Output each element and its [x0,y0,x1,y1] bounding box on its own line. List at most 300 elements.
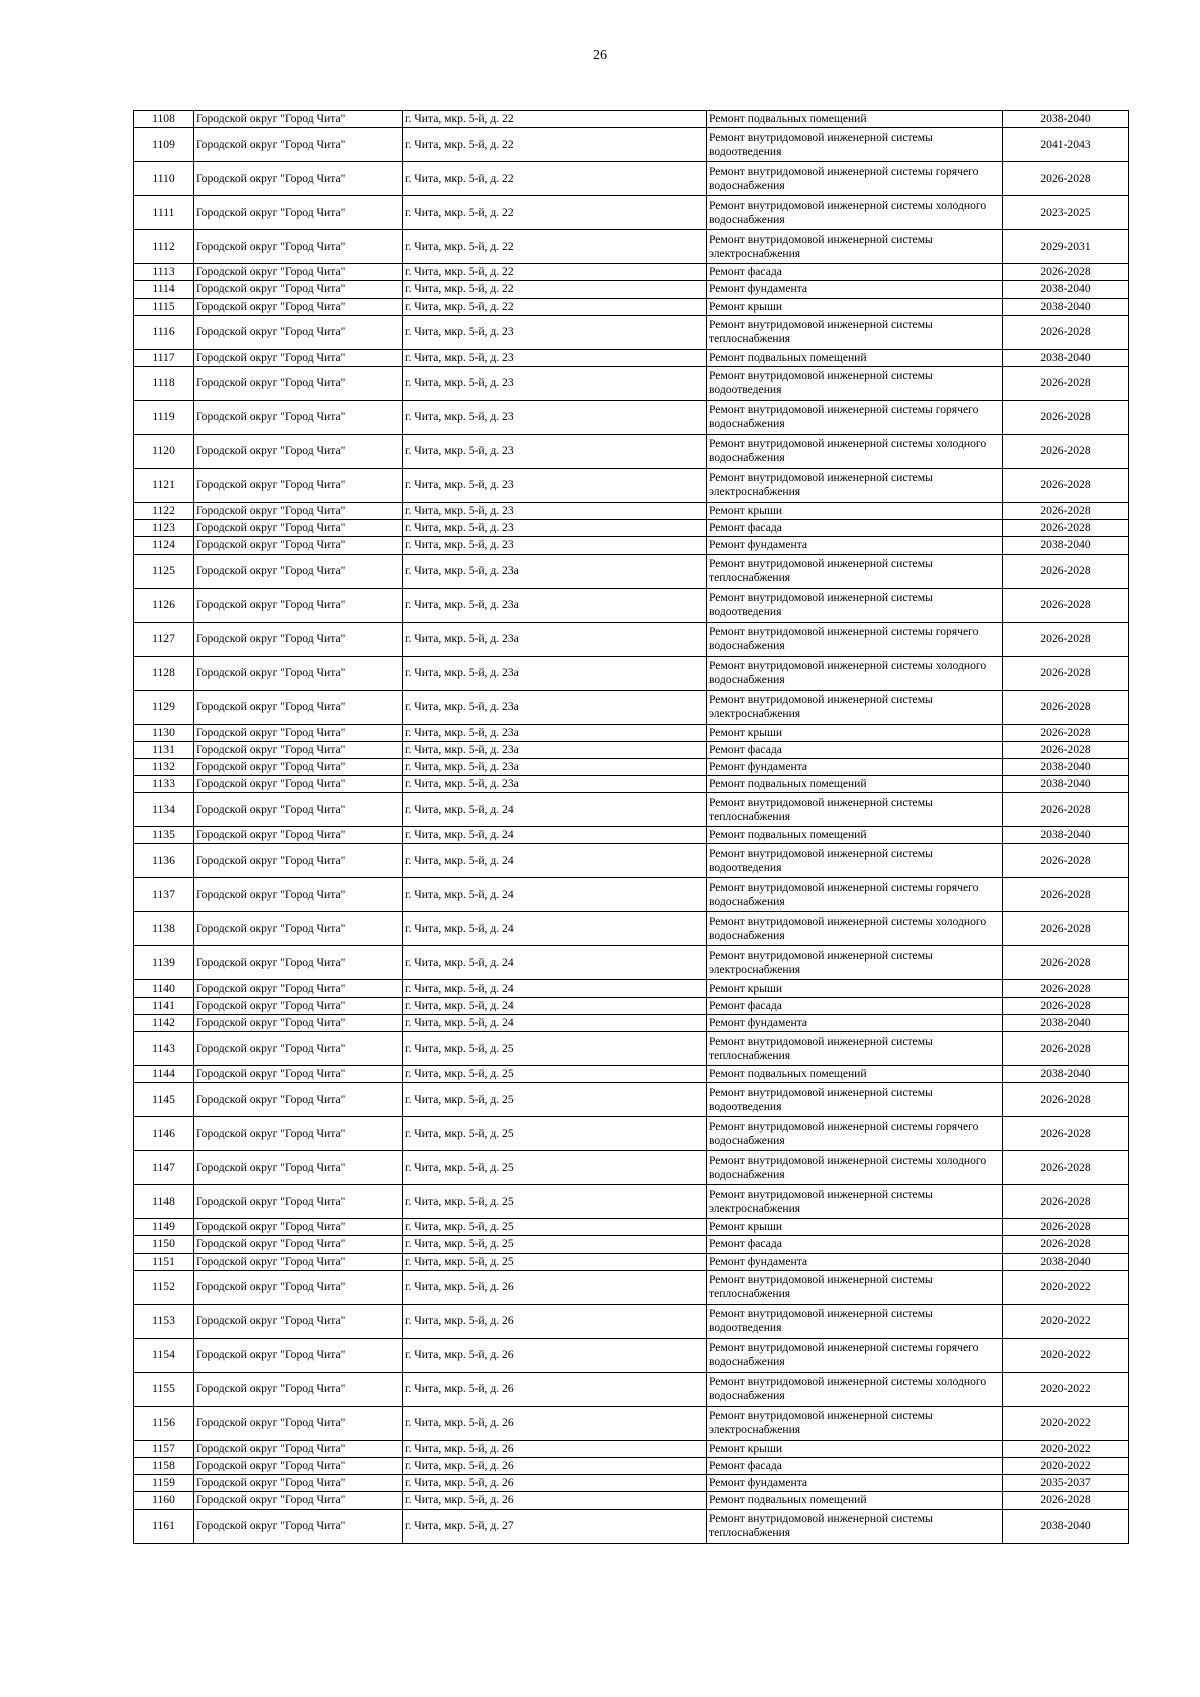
cell-work-type: Ремонт внутридомовой инженерной системы холодного водоснабжения [707,1151,1003,1185]
cell-municipality: Городской округ "Город Чита" [194,844,403,878]
cell-address: г. Чита, мкр. 5-й, д. 23а [403,741,707,758]
cell-work-type: Ремонт подвальных помещений [707,111,1003,128]
cell-address: г. Чита, мкр. 5-й, д. 23 [403,537,707,554]
cell-address: г. Чита, мкр. 5-й, д. 22 [403,162,707,196]
cell-row-number: 1113 [134,264,194,281]
table-row [134,128,1129,162]
cell-period: 2026-2028 [1003,520,1129,537]
table-row [134,1185,1129,1219]
cell-work-type: Ремонт фасада [707,1457,1003,1474]
cell-municipality: Городской округ "Город Чита" [194,366,403,400]
cell-period: 2020-2022 [1003,1457,1129,1474]
table-row [134,946,1129,980]
cell-work-type: Ремонт фасада [707,741,1003,758]
cell-address: г. Чита, мкр. 5-й, д. 23а [403,724,707,741]
cell-period: 2020-2022 [1003,1372,1129,1406]
cell-municipality: Городской округ "Город Чита" [194,1440,403,1457]
cell-address: г. Чита, мкр. 5-й, д. 26 [403,1492,707,1509]
cell-row-number: 1110 [134,162,194,196]
cell-address: г. Чита, мкр. 5-й, д. 26 [403,1475,707,1492]
cell-address: г. Чита, мкр. 5-й, д. 23а [403,622,707,656]
table-row [134,537,1129,554]
cell-row-number: 1132 [134,758,194,775]
cell-municipality: Городской округ "Город Чита" [194,1475,403,1492]
cell-work-type: Ремонт фасада [707,1236,1003,1253]
cell-row-number: 1131 [134,741,194,758]
cell-work-type: Ремонт внутридомовой инженерной системы холодного водоснабжения [707,656,1003,690]
cell-period: 2026-2028 [1003,468,1129,502]
cell-period: 2026-2028 [1003,656,1129,690]
cell-row-number: 1154 [134,1338,194,1372]
cell-work-type: Ремонт подвальных помещений [707,1492,1003,1509]
cell-work-type: Ремонт внутридомовой инженерной системы электроснабжения [707,1185,1003,1219]
cell-address: г. Чита, мкр. 5-й, д. 23 [403,434,707,468]
cell-municipality: Городской округ "Город Чита" [194,1066,403,1083]
cell-period: 2026-2028 [1003,1083,1129,1117]
table-row [134,1066,1129,1083]
cell-work-type: Ремонт фундамента [707,1014,1003,1031]
cell-row-number: 1120 [134,434,194,468]
cell-row-number: 1117 [134,349,194,366]
cell-address: г. Чита, мкр. 5-й, д. 24 [403,793,707,827]
cell-row-number: 1142 [134,1014,194,1031]
cell-municipality: Городской округ "Город Чита" [194,1185,403,1219]
cell-row-number: 1122 [134,502,194,519]
cell-row-number: 1149 [134,1219,194,1236]
cell-work-type: Ремонт фундамента [707,1475,1003,1492]
cell-row-number: 1145 [134,1083,194,1117]
cell-work-type: Ремонт фасада [707,264,1003,281]
cell-row-number: 1156 [134,1406,194,1440]
cell-period: 2020-2022 [1003,1406,1129,1440]
cell-municipality: Городской округ "Город Чита" [194,997,403,1014]
cell-row-number: 1160 [134,1492,194,1509]
table-row [134,554,1129,588]
cell-period: 2026-2028 [1003,690,1129,724]
cell-address: г. Чита, мкр. 5-й, д. 23 [403,349,707,366]
cell-address: г. Чита, мкр. 5-й, д. 24 [403,980,707,997]
cell-address: г. Чита, мкр. 5-й, д. 22 [403,128,707,162]
cell-municipality: Городской округ "Город Чита" [194,554,403,588]
cell-work-type: Ремонт фасада [707,520,1003,537]
cell-address: г. Чита, мкр. 5-й, д. 25 [403,1032,707,1066]
cell-work-type: Ремонт внутридомовой инженерной системы горячего водоснабжения [707,162,1003,196]
cell-work-type: Ремонт подвальных помещений [707,1066,1003,1083]
cell-period: 2026-2028 [1003,980,1129,997]
table-row [134,776,1129,793]
cell-address: г. Чита, мкр. 5-й, д. 23 [403,315,707,349]
cell-row-number: 1138 [134,912,194,946]
cell-work-type: Ремонт внутридомовой инженерной системы холодного водоснабжения [707,1372,1003,1406]
cell-municipality: Городской округ "Город Чита" [194,724,403,741]
cell-row-number: 1143 [134,1032,194,1066]
cell-address: г. Чита, мкр. 5-й, д. 26 [403,1406,707,1440]
table-row [134,622,1129,656]
cell-period: 2026-2028 [1003,366,1129,400]
cell-row-number: 1124 [134,537,194,554]
table-row [134,1236,1129,1253]
cell-address: г. Чита, мкр. 5-й, д. 26 [403,1338,707,1372]
cell-period: 2026-2028 [1003,554,1129,588]
cell-period: 2038-2040 [1003,1509,1129,1543]
table-row [134,912,1129,946]
table-row [134,878,1129,912]
table-row [134,1406,1129,1440]
cell-address: г. Чита, мкр. 5-й, д. 25 [403,1219,707,1236]
table-row [134,844,1129,878]
cell-address: г. Чита, мкр. 5-й, д. 25 [403,1117,707,1151]
cell-municipality: Городской округ "Город Чита" [194,1151,403,1185]
cell-municipality: Городской округ "Город Чита" [194,1083,403,1117]
cell-period: 2041-2043 [1003,128,1129,162]
cell-address: г. Чита, мкр. 5-й, д. 23а [403,690,707,724]
cell-address: г. Чита, мкр. 5-й, д. 22 [403,230,707,264]
cell-row-number: 1114 [134,281,194,298]
cell-address: г. Чита, мкр. 5-й, д. 22 [403,111,707,128]
cell-address: г. Чита, мкр. 5-й, д. 25 [403,1083,707,1117]
cell-period: 2026-2028 [1003,622,1129,656]
cell-municipality: Городской округ "Город Чита" [194,588,403,622]
cell-municipality: Городской округ "Город Чита" [194,1270,403,1304]
cell-address: г. Чита, мкр. 5-й, д. 23 [403,502,707,519]
cell-row-number: 1158 [134,1457,194,1474]
table-row [134,1270,1129,1304]
cell-work-type: Ремонт внутридомовой инженерной системы теплоснабжения [707,1270,1003,1304]
cell-work-type: Ремонт внутридомовой инженерной системы холодного водоснабжения [707,912,1003,946]
table-row [134,230,1129,264]
table-row [134,1083,1129,1117]
cell-work-type: Ремонт фундамента [707,281,1003,298]
cell-municipality: Городской округ "Город Чита" [194,298,403,315]
repair-schedule-table [133,110,1129,1544]
cell-municipality: Городской округ "Город Чита" [194,434,403,468]
cell-period: 2038-2040 [1003,827,1129,844]
cell-municipality: Городской округ "Город Чита" [194,1338,403,1372]
cell-row-number: 1148 [134,1185,194,1219]
cell-address: г. Чита, мкр. 5-й, д. 26 [403,1457,707,1474]
cell-address: г. Чита, мкр. 5-й, д. 25 [403,1151,707,1185]
cell-municipality: Городской округ "Город Чита" [194,980,403,997]
table-row [134,366,1129,400]
table-row [134,1014,1129,1031]
cell-row-number: 1126 [134,588,194,622]
cell-address: г. Чита, мкр. 5-й, д. 23а [403,554,707,588]
cell-work-type: Ремонт внутридомовой инженерной системы водоотведения [707,1304,1003,1338]
table-row [134,827,1129,844]
cell-row-number: 1119 [134,400,194,434]
cell-period: 2029-2031 [1003,230,1129,264]
cell-municipality: Городской округ "Город Чита" [194,912,403,946]
table-row [134,434,1129,468]
cell-period: 2020-2022 [1003,1440,1129,1457]
cell-row-number: 1153 [134,1304,194,1338]
cell-municipality: Городской округ "Город Чита" [194,827,403,844]
cell-row-number: 1121 [134,468,194,502]
cell-period: 2038-2040 [1003,758,1129,775]
cell-municipality: Городской округ "Город Чита" [194,349,403,366]
cell-address: г. Чита, мкр. 5-й, д. 23 [403,366,707,400]
table-row [134,111,1129,128]
table-row [134,588,1129,622]
cell-period: 2038-2040 [1003,537,1129,554]
cell-period: 2026-2028 [1003,1151,1129,1185]
cell-period: 2020-2022 [1003,1270,1129,1304]
cell-period: 2026-2028 [1003,741,1129,758]
cell-row-number: 1123 [134,520,194,537]
cell-address: г. Чита, мкр. 5-й, д. 24 [403,878,707,912]
table-row [134,400,1129,434]
cell-period: 2035-2037 [1003,1475,1129,1492]
cell-work-type: Ремонт внутридомовой инженерной системы теплоснабжения [707,793,1003,827]
cell-row-number: 1159 [134,1475,194,1492]
cell-address: г. Чита, мкр. 5-й, д. 23а [403,588,707,622]
cell-row-number: 1125 [134,554,194,588]
cell-municipality: Городской округ "Город Чита" [194,281,403,298]
cell-period: 2026-2028 [1003,724,1129,741]
cell-address: г. Чита, мкр. 5-й, д. 24 [403,844,707,878]
cell-work-type: Ремонт внутридомовой инженерной системы водоотведения [707,588,1003,622]
cell-work-type: Ремонт крыши [707,980,1003,997]
table-row [134,1492,1129,1509]
cell-work-type: Ремонт внутридомовой инженерной системы горячего водоснабжения [707,878,1003,912]
cell-address: г. Чита, мкр. 5-й, д. 24 [403,946,707,980]
cell-period: 2026-2028 [1003,1236,1129,1253]
cell-period: 2026-2028 [1003,434,1129,468]
cell-row-number: 1144 [134,1066,194,1083]
cell-period: 2026-2028 [1003,912,1129,946]
cell-work-type: Ремонт подвальных помещений [707,349,1003,366]
cell-address: г. Чита, мкр. 5-й, д. 23 [403,468,707,502]
cell-address: г. Чита, мкр. 5-й, д. 24 [403,1014,707,1031]
cell-address: г. Чита, мкр. 5-й, д. 23а [403,758,707,775]
cell-row-number: 1161 [134,1509,194,1543]
cell-period: 2023-2025 [1003,196,1129,230]
cell-work-type: Ремонт подвальных помещений [707,827,1003,844]
cell-work-type: Ремонт внутридомовой инженерной системы теплоснабжения [707,554,1003,588]
table-row [134,1372,1129,1406]
cell-work-type: Ремонт крыши [707,502,1003,519]
cell-period: 2038-2040 [1003,298,1129,315]
cell-period: 2026-2028 [1003,1185,1129,1219]
cell-period: 2026-2028 [1003,844,1129,878]
cell-work-type: Ремонт крыши [707,1440,1003,1457]
cell-row-number: 1146 [134,1117,194,1151]
cell-row-number: 1152 [134,1270,194,1304]
cell-work-type: Ремонт крыши [707,724,1003,741]
cell-row-number: 1111 [134,196,194,230]
cell-municipality: Городской округ "Город Чита" [194,1509,403,1543]
table-row [134,758,1129,775]
cell-work-type: Ремонт внутридомовой инженерной системы горячего водоснабжения [707,622,1003,656]
cell-period: 2026-2028 [1003,315,1129,349]
cell-work-type: Ремонт внутридомовой инженерной системы электроснабжения [707,1406,1003,1440]
cell-row-number: 1130 [134,724,194,741]
cell-period: 2038-2040 [1003,1014,1129,1031]
cell-work-type: Ремонт внутридомовой инженерной системы теплоснабжения [707,315,1003,349]
table-row [134,1117,1129,1151]
cell-municipality: Городской округ "Город Чита" [194,1236,403,1253]
cell-address: г. Чита, мкр. 5-й, д. 24 [403,912,707,946]
cell-municipality: Городской округ "Город Чита" [194,1117,403,1151]
cell-row-number: 1118 [134,366,194,400]
cell-work-type: Ремонт внутридомовой инженерной системы водоотведения [707,128,1003,162]
cell-municipality: Городской округ "Город Чита" [194,111,403,128]
cell-work-type: Ремонт подвальных помещений [707,776,1003,793]
cell-address: г. Чита, мкр. 5-й, д. 23 [403,520,707,537]
cell-municipality: Городской округ "Город Чита" [194,1304,403,1338]
cell-row-number: 1139 [134,946,194,980]
cell-municipality: Городской округ "Город Чита" [194,400,403,434]
cell-work-type: Ремонт внутридомовой инженерной системы теплоснабжения [707,1032,1003,1066]
cell-work-type: Ремонт внутридомовой инженерной системы теплоснабжения [707,1509,1003,1543]
cell-period: 2026-2028 [1003,162,1129,196]
cell-municipality: Городской округ "Город Чита" [194,1372,403,1406]
cell-address: г. Чита, мкр. 5-й, д. 24 [403,997,707,1014]
cell-period: 2026-2028 [1003,878,1129,912]
table-row [134,1219,1129,1236]
cell-row-number: 1128 [134,656,194,690]
table-row [134,690,1129,724]
cell-row-number: 1109 [134,128,194,162]
cell-municipality: Городской округ "Город Чита" [194,776,403,793]
cell-period: 2026-2028 [1003,946,1129,980]
cell-period: 2026-2028 [1003,1219,1129,1236]
cell-municipality: Городской округ "Город Чита" [194,1219,403,1236]
cell-period: 2026-2028 [1003,400,1129,434]
cell-row-number: 1129 [134,690,194,724]
cell-address: г. Чита, мкр. 5-й, д. 26 [403,1440,707,1457]
cell-row-number: 1112 [134,230,194,264]
cell-address: г. Чита, мкр. 5-й, д. 25 [403,1185,707,1219]
cell-period: 2026-2028 [1003,1492,1129,1509]
cell-municipality: Городской округ "Город Чита" [194,656,403,690]
table-row [134,264,1129,281]
cell-municipality: Городской округ "Город Чита" [194,264,403,281]
cell-municipality: Городской округ "Город Чита" [194,1492,403,1509]
cell-municipality: Городской округ "Город Чита" [194,741,403,758]
cell-address: г. Чита, мкр. 5-й, д. 26 [403,1304,707,1338]
table-row [134,1304,1129,1338]
cell-row-number: 1141 [134,997,194,1014]
cell-municipality: Городской округ "Город Чита" [194,878,403,912]
table-row [134,298,1129,315]
cell-period: 2038-2040 [1003,281,1129,298]
cell-municipality: Городской округ "Город Чита" [194,946,403,980]
cell-period: 2026-2028 [1003,502,1129,519]
table-row [134,980,1129,997]
cell-period: 2038-2040 [1003,1066,1129,1083]
cell-address: г. Чита, мкр. 5-й, д. 23 [403,400,707,434]
cell-work-type: Ремонт внутридомовой инженерной системы горячего водоснабжения [707,1338,1003,1372]
cell-municipality: Городской округ "Город Чита" [194,622,403,656]
cell-address: г. Чита, мкр. 5-й, д. 22 [403,196,707,230]
cell-municipality: Городской округ "Город Чита" [194,162,403,196]
cell-municipality: Городской округ "Город Чита" [194,690,403,724]
cell-address: г. Чита, мкр. 5-й, д. 26 [403,1372,707,1406]
cell-work-type: Ремонт внутридомовой инженерной системы водоотведения [707,366,1003,400]
cell-municipality: Городской округ "Город Чита" [194,128,403,162]
cell-work-type: Ремонт фундамента [707,1253,1003,1270]
cell-period: 2026-2028 [1003,793,1129,827]
cell-municipality: Городской округ "Город Чита" [194,468,403,502]
cell-row-number: 1136 [134,844,194,878]
cell-work-type: Ремонт внутридомовой инженерной системы горячего водоснабжения [707,1117,1003,1151]
cell-address: г. Чита, мкр. 5-й, д. 22 [403,281,707,298]
cell-row-number: 1108 [134,111,194,128]
cell-municipality: Городской округ "Город Чита" [194,230,403,264]
table-body [134,111,1129,1544]
table-row [134,281,1129,298]
table-row [134,1032,1129,1066]
table-row [134,315,1129,349]
cell-work-type: Ремонт внутридомовой инженерной системы электроснабжения [707,946,1003,980]
cell-municipality: Городской округ "Город Чита" [194,1032,403,1066]
cell-work-type: Ремонт внутридомовой инженерной системы холодного водоснабжения [707,434,1003,468]
cell-address: г. Чита, мкр. 5-й, д. 25 [403,1236,707,1253]
cell-work-type: Ремонт внутридомовой инженерной системы электроснабжения [707,230,1003,264]
cell-period: 2026-2028 [1003,588,1129,622]
cell-address: г. Чита, мкр. 5-й, д. 26 [403,1270,707,1304]
table-row [134,468,1129,502]
table-row [134,1457,1129,1474]
cell-row-number: 1137 [134,878,194,912]
cell-address: г. Чита, мкр. 5-й, д. 23а [403,776,707,793]
cell-period: 2026-2028 [1003,264,1129,281]
table-row [134,741,1129,758]
cell-work-type: Ремонт фундамента [707,758,1003,775]
cell-municipality: Городской округ "Город Чита" [194,758,403,775]
cell-row-number: 1116 [134,315,194,349]
cell-municipality: Городской округ "Город Чита" [194,1457,403,1474]
cell-work-type: Ремонт внутридомовой инженерной системы водоотведения [707,844,1003,878]
table-row [134,349,1129,366]
table-row [134,1338,1129,1372]
cell-work-type: Ремонт крыши [707,1219,1003,1236]
table-row [134,997,1129,1014]
cell-address: г. Чита, мкр. 5-й, д. 22 [403,264,707,281]
table-row [134,1440,1129,1457]
cell-period: 2026-2028 [1003,997,1129,1014]
table-row [134,520,1129,537]
cell-row-number: 1157 [134,1440,194,1457]
cell-municipality: Городской округ "Город Чита" [194,502,403,519]
cell-row-number: 1140 [134,980,194,997]
cell-work-type: Ремонт внутридомовой инженерной системы холодного водоснабжения [707,196,1003,230]
cell-municipality: Городской округ "Город Чита" [194,315,403,349]
cell-work-type: Ремонт крыши [707,298,1003,315]
table-row [134,656,1129,690]
cell-work-type: Ремонт внутридомовой инженерной системы электроснабжения [707,690,1003,724]
cell-row-number: 1133 [134,776,194,793]
cell-work-type: Ремонт фундамента [707,537,1003,554]
cell-period: 2038-2040 [1003,111,1129,128]
cell-municipality: Городской округ "Город Чита" [194,1253,403,1270]
cell-address: г. Чита, мкр. 5-й, д. 24 [403,827,707,844]
cell-work-type: Ремонт внутридомовой инженерной системы водоотведения [707,1083,1003,1117]
cell-period: 2038-2040 [1003,776,1129,793]
cell-period: 2038-2040 [1003,349,1129,366]
cell-work-type: Ремонт внутридомовой инженерной системы электроснабжения [707,468,1003,502]
cell-period: 2038-2040 [1003,1253,1129,1270]
cell-municipality: Городской округ "Город Чита" [194,196,403,230]
cell-address: г. Чита, мкр. 5-й, д. 22 [403,298,707,315]
table-row [134,793,1129,827]
cell-row-number: 1135 [134,827,194,844]
cell-municipality: Городской округ "Город Чита" [194,520,403,537]
table-row [134,1151,1129,1185]
table-row [134,162,1129,196]
cell-period: 2026-2028 [1003,1117,1129,1151]
